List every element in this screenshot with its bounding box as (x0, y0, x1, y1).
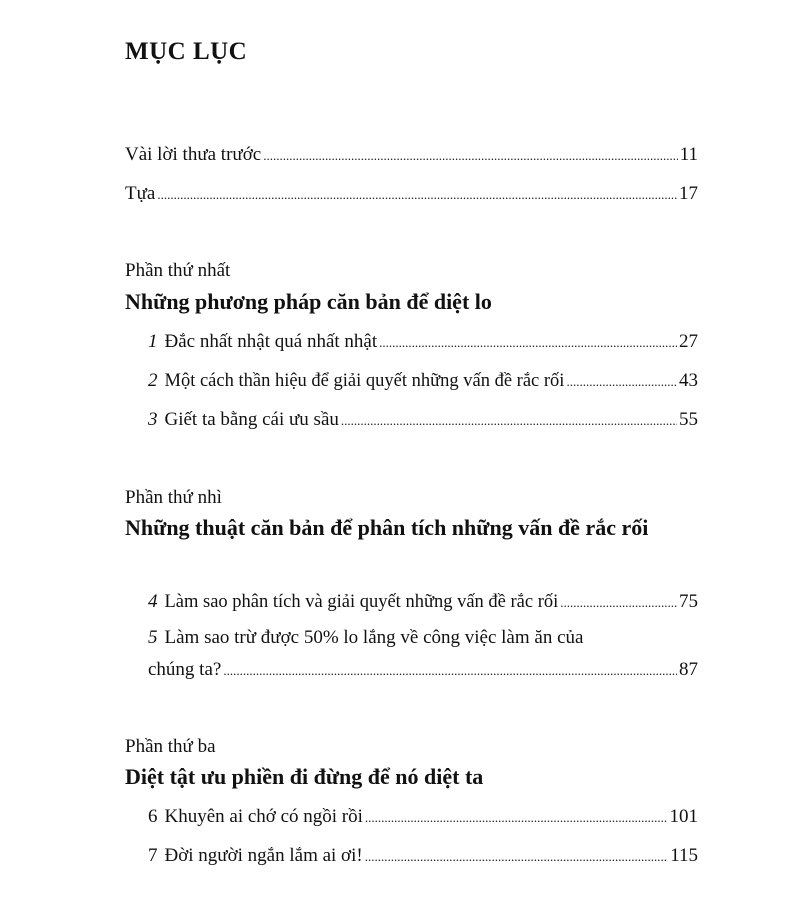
part-2-title: Những thuật căn bản để phân tích những vấn đề rắc rối (125, 515, 649, 540)
entry-label: Tựa (125, 183, 156, 204)
entry-label: Giết ta bằng cái ưu sầu (164, 409, 339, 430)
chapter-number: 6 (148, 806, 158, 827)
entry-page: 87 (679, 659, 698, 680)
entry-label: Khuyên ai chớ có ngồi rồi (164, 806, 363, 827)
chapter-number: 7 (148, 845, 158, 866)
chapter-number: 4 (148, 591, 158, 612)
part-2-label: Phần thứ nhì (125, 487, 222, 508)
dot-leader (566, 374, 677, 390)
toc-entry-chapter-5-line1[interactable] (148, 627, 583, 649)
entry-label: Làm sao trừ được 50% lo lắng về công việc làm ăn của (164, 627, 584, 648)
entry-page: 43 (679, 370, 698, 391)
part-3-label: Phần thứ ba (125, 736, 216, 757)
entry-page: 115 (670, 845, 698, 866)
toc-entry-chapter-6[interactable] (148, 806, 698, 828)
chapter-number: 5 (148, 627, 158, 648)
toc-entry-chapter-5-line2[interactable] (148, 659, 698, 681)
chapter-number: 3 (148, 409, 158, 430)
entry-label: Đắc nhất nhật quá nhất nhật (164, 331, 378, 352)
dot-leader (341, 413, 677, 429)
entry-label: Làm sao phân tích và giải quyết những vấn đề rắc rối (164, 592, 559, 612)
dot-leader (223, 663, 677, 679)
dot-leader (379, 335, 677, 351)
part-3-title: Diệt tật ưu phiền đi đừng để nó diệt ta (125, 764, 484, 789)
entry-label: Một cách thần hiệu để giải quyết những vấn đề rắc rối (164, 371, 565, 391)
entry-page: 17 (679, 183, 698, 204)
toc-entry-chapter-2[interactable] (148, 370, 698, 392)
dot-leader (157, 187, 677, 203)
dot-leader (365, 849, 668, 865)
entry-page: 11 (679, 144, 698, 165)
entry-page: 75 (679, 591, 698, 612)
chapter-number: 1 (148, 331, 158, 352)
entry-label: Vài lời thưa trước (125, 144, 262, 165)
toc-entry-chapter-7[interactable] (148, 845, 698, 867)
toc-entry-chapter-3[interactable] (148, 409, 698, 431)
entry-page: 55 (679, 409, 698, 430)
entry-page: 101 (669, 806, 698, 827)
dot-leader (365, 810, 668, 826)
toc-entry-foreword[interactable] (125, 144, 698, 166)
toc-title: MỤC LỤC (125, 38, 248, 65)
toc-entry-preface[interactable] (125, 183, 698, 205)
entry-label-continued: chúng ta? (148, 659, 222, 680)
dot-leader (560, 595, 677, 611)
dot-leader (263, 148, 678, 164)
part-1-label: Phần thứ nhất (125, 260, 231, 281)
toc-entry-chapter-1[interactable] (148, 331, 698, 353)
chapter-number: 2 (148, 370, 158, 391)
entry-label: Đời người ngắn lắm ai ơi! (164, 845, 363, 866)
part-1-title: Những phương pháp căn bản để diệt lo (125, 289, 492, 314)
entry-page: 27 (679, 331, 698, 352)
toc-entry-chapter-4[interactable] (148, 591, 698, 613)
